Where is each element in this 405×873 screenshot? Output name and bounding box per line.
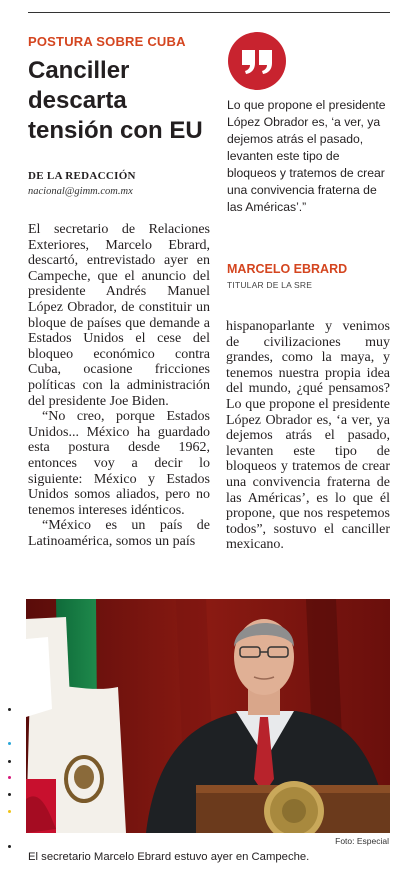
margin-dot bbox=[8, 845, 11, 848]
photo-credit: Foto: Especial bbox=[335, 836, 389, 846]
photo-caption: El secretario Marcelo Ebrard estuvo ayer en Campeche. bbox=[28, 851, 310, 863]
quotation-mark-icon bbox=[228, 32, 286, 90]
margin-dot bbox=[8, 793, 11, 796]
pull-quote-author: MARCELO EBRARD bbox=[227, 262, 348, 276]
body-paragraph: “México es un país de Latinoamérica, somos un país bbox=[28, 518, 210, 549]
news-photo bbox=[26, 599, 390, 833]
pull-quote-text: Lo que propone el presidente López Obrador es, ‘a ver, ya dejemos atrás el pasado, levanten este tipo de bloqueos y tratemos de crear una convivencia fraterna de las Américas’.” bbox=[227, 98, 386, 214]
margin-dot bbox=[8, 776, 11, 779]
margin-dot bbox=[8, 742, 11, 745]
pull-quote-role: TITULAR DE LA SRE bbox=[227, 280, 313, 290]
body-paragraph: hispanoparlante y venimos de civilizaciones muy grandes, como la maya, y tenemos nuestra propia idea del mundo, ¿qué pensamos? Lo que propone el presidente López Obrador es, ‘a ver, ya dejemos atrás el pasado, levanten este tipo de bloqueos y tratemos de crear una convivencia fraterna de las Américas’, es lo que él propone, que nos respetemos todos”, sostuvo el canciller mexicano. bbox=[226, 319, 390, 553]
byline: DE LA REDACCIÓN bbox=[28, 170, 136, 182]
author-email: nacional@gimm.com.mx bbox=[28, 186, 133, 197]
margin-dot bbox=[8, 760, 11, 763]
top-rule bbox=[28, 12, 390, 13]
margin-dot bbox=[8, 810, 11, 813]
section-kicker: POSTURA SOBRE CUBA bbox=[28, 34, 186, 49]
article-body-right-column bbox=[226, 319, 390, 553]
body-paragraph: “No creo, porque Estados Unidos... México ha guardado esta postura desde 1962, entonces voy a decir lo siguiente: México y Estados Unidos somos aliados, pero no tenemos intereses idénticos. bbox=[28, 409, 210, 518]
headline: Canciller descarta tensión con EU bbox=[28, 57, 203, 144]
margin-dot bbox=[8, 708, 11, 711]
article-body-left-column bbox=[28, 222, 210, 549]
body-paragraph: El secretario de Relaciones Exteriores, Marcelo Ebrard, descartó, entrevistado ayer en Campeche, que el anuncio del presidente Andrés Manuel López Obrador, de constituir un bloque de países que demande a Estados Unidos el cese del bloqueo económico contra Cuba, ocasione fricciones políticas con la administración del presidente Joe Biden. bbox=[28, 222, 210, 409]
